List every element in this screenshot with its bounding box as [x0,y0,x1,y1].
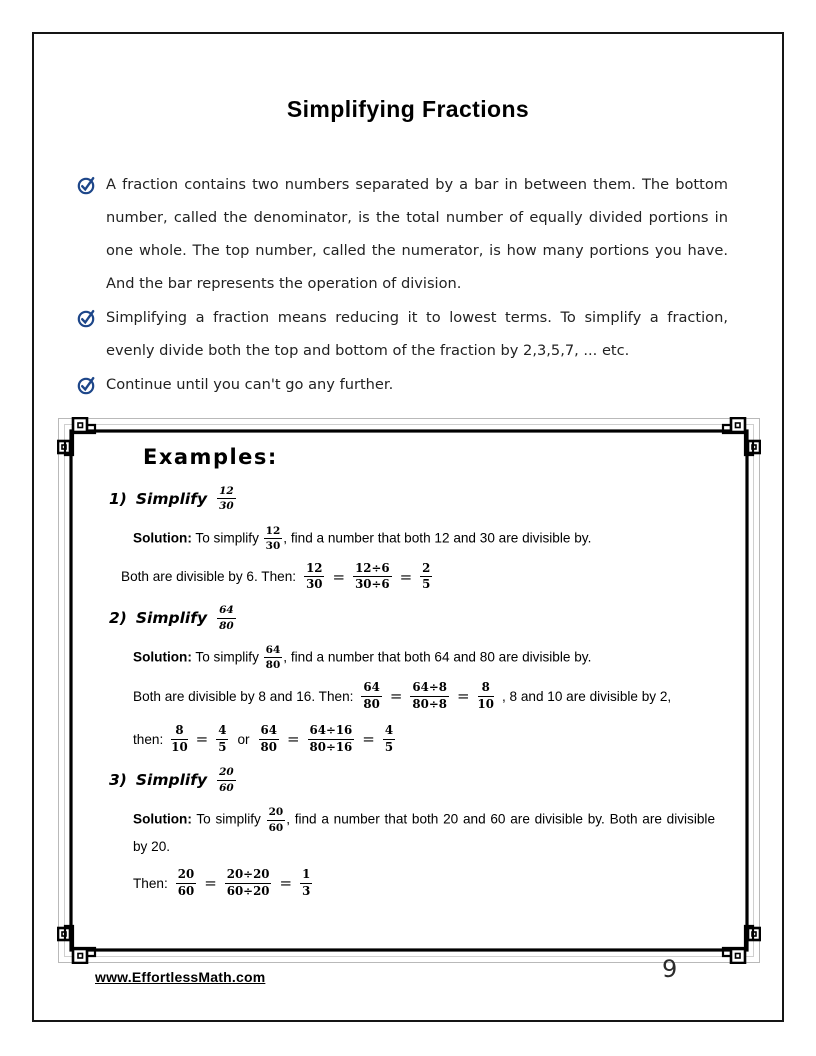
equals-sign: = [389,687,403,706]
page-number: 9 [662,955,678,983]
or-text: or [237,731,250,747]
example-number: 1) [109,489,127,508]
fraction-numerator: 64÷16 [308,724,355,740]
fraction-numerator: 64 [264,644,283,658]
example-number: 3) [109,771,127,790]
fraction [361,681,381,712]
fraction-denominator: 80 [219,619,234,632]
checkmark-icon [76,307,98,329]
fraction-denominator: 80 [363,696,380,711]
fraction [300,868,312,899]
fraction-denominator: 80 [260,739,277,754]
fraction [410,681,449,712]
fraction-denominator: 30 [219,500,234,513]
fraction [267,806,286,834]
fraction-denominator: 5 [218,739,227,754]
step-lead: Both are divisible by 8 and 16. Then: [133,688,354,704]
solution-text: To simplify [195,649,259,665]
example-1-solution [133,525,715,553]
fraction [264,525,283,553]
step-lead: then: [133,731,164,747]
checkmark-icon [76,174,98,196]
fraction-denominator: 30÷6 [355,577,390,592]
step-lead: Both are divisible by 6. Then: [121,569,297,585]
solution-text: , find a number that both 64 and 80 are divisible by. [283,649,592,665]
fraction-numerator: 20 [267,806,286,820]
example-number: 2) [109,609,127,628]
fraction-numerator: 12 [264,525,283,539]
fraction [353,562,392,593]
fraction [304,562,324,593]
fraction [216,724,228,755]
bullet-item [76,301,728,367]
fraction [308,724,355,755]
fraction-denominator: 5 [422,577,431,592]
bullet-item [76,168,728,300]
fraction-numerator: 1 [300,868,312,884]
fraction-numerator: 8 [478,681,494,697]
fraction-denominator: 60 [177,883,195,898]
equals-sign: = [332,567,346,586]
fraction-numerator: 64÷8 [410,681,449,697]
solution-label: Solution: [133,530,192,546]
solution-text: To simplify [195,530,259,546]
equals-sign: = [362,730,375,749]
fraction [264,644,283,672]
fraction-denominator: 80÷8 [412,696,447,711]
example-1 [109,485,715,592]
fraction-numerator: 64 [259,724,279,740]
equals-sign: = [204,874,217,893]
equals-sign: = [456,687,470,706]
example-3-solution [133,806,715,859]
equals-sign: = [195,730,209,749]
solution-text: To simplify [196,811,261,827]
example-2-solution [133,644,715,672]
example-2 [109,604,715,754]
example-2-step-2 [133,724,715,755]
example-2-step-1 [133,681,715,712]
example-verb: Simplify [135,489,208,508]
example-verb: Simplify [135,771,208,790]
fraction-numerator: 20 [176,868,196,884]
fraction [217,766,236,794]
step-lead: Then: [133,875,168,891]
example-3-step [133,868,715,899]
fraction-denominator: 10 [477,696,494,711]
bullet-text: A fraction contains two numbers separated by a bar in between them. The bottom number, called the denominator, is the total number of equally divided portions in one whole. The top number, called the numerator, is how many portions you have. And the bar represents the operation of division. [106,176,728,292]
equals-sign: = [279,874,293,893]
fraction-numerator: 20÷20 [225,868,272,884]
bullet-list [76,168,728,402]
fraction [171,724,187,755]
fraction-numerator: 2 [420,562,432,578]
fraction-denominator: 10 [171,739,188,754]
bullet-item [76,368,728,401]
fraction-numerator: 64 [217,604,236,618]
solution-text: , find a number that both 20 and 60 are divisible by. Both are divisible by 20. [133,811,716,854]
fraction-numerator: 12 [217,485,236,499]
example-3 [109,766,715,898]
bullet-text: Continue until you can't go any further. [106,376,394,393]
fraction-numerator: 64 [361,681,381,697]
examples-content [57,417,761,964]
fraction-numerator: 4 [383,724,395,740]
solution-label: Solution: [133,811,192,827]
fraction [176,868,196,899]
fraction-denominator: 80÷16 [309,739,353,754]
fraction-denominator: 80 [265,659,281,672]
fraction-denominator: 3 [302,883,311,898]
fraction-denominator: 30 [265,540,281,553]
fraction-denominator: 60 [268,821,284,834]
fraction-numerator: 12÷6 [353,562,392,578]
fraction [217,604,236,632]
fraction-numerator: 12 [304,562,324,578]
fraction [383,724,395,755]
examples-box [57,417,761,964]
fraction [420,562,432,593]
bullet-text: Simplifying a fraction means reducing it to lowest terms. To simplify a fraction, evenly divide both the top and bottom of the fraction by 2,3,5,7, ... etc. [106,309,728,359]
step-tail: , 8 and 10 are divisible by 2, [501,688,672,704]
solution-label: Solution: [133,649,192,665]
equals-sign: = [286,730,300,749]
fraction [225,868,272,899]
fraction [259,724,279,755]
fraction-denominator: 60÷20 [226,883,270,898]
page-title: Simplifying Fractions [286,96,530,122]
fraction [217,485,236,513]
fraction [478,681,494,712]
fraction-denominator: 30 [306,577,323,592]
fraction-denominator: 60 [219,781,234,794]
fraction-denominator: 5 [384,739,394,754]
equals-sign: = [399,567,413,586]
example-2-title [109,604,715,632]
checkmark-icon [76,374,98,396]
fraction-numerator: 8 [171,724,187,740]
examples-heading: Examples: [143,445,278,469]
example-verb: Simplify [135,609,208,628]
example-1-title [109,485,715,513]
example-3-title [109,766,715,794]
fraction-numerator: 20 [217,766,236,780]
website-link[interactable]: www.EffortlessMath.com [95,969,266,985]
fraction-numerator: 4 [216,724,228,740]
solution-text: , find a number that both 12 and 30 are divisible by. [283,530,592,546]
example-1-step [121,562,715,593]
